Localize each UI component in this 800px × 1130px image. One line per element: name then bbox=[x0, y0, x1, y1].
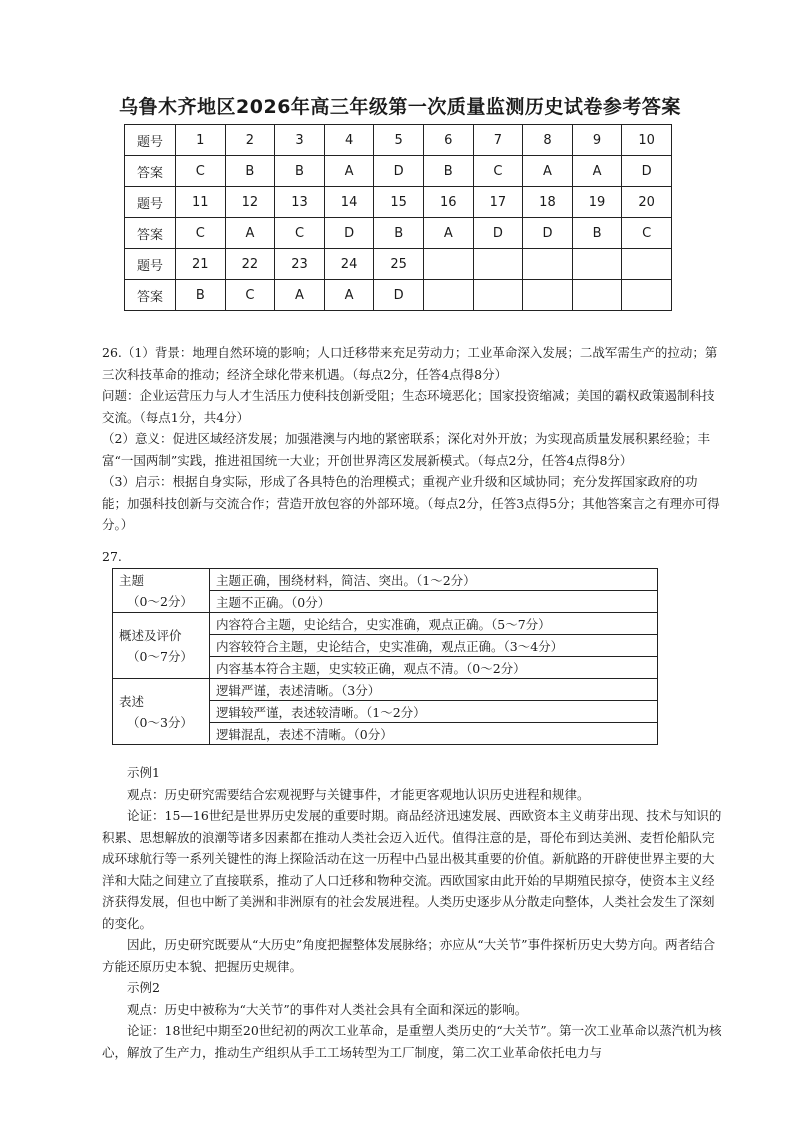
question-number-row bbox=[125, 187, 672, 218]
question-number-cell: 3 bbox=[275, 125, 325, 156]
q26-part1-problems: 问题：企业运营压力与人才生活压力使科技创新受阻；生态环境恶化；国家投资缩减；美国的霸权政策遏制科技交流。（每点1分，共4分） bbox=[102, 388, 715, 425]
question-number-cell bbox=[572, 249, 622, 280]
question-number-cell: 2 bbox=[225, 125, 275, 156]
answer-cell bbox=[622, 280, 672, 311]
answer-cell: C bbox=[225, 280, 275, 311]
question-number-cell: 9 bbox=[572, 125, 622, 156]
answer-cell bbox=[523, 280, 573, 311]
rubric-criterion: 逻辑较严谨，表述较清晰。（1～2分） bbox=[210, 701, 658, 723]
answer-cell: B bbox=[572, 218, 622, 249]
answer-cell: B bbox=[225, 156, 275, 187]
answer-label: 答案 bbox=[125, 156, 176, 187]
answer-cell: C bbox=[176, 156, 226, 187]
question-number-label: 题号 bbox=[125, 125, 176, 156]
question-number-cell: 5 bbox=[374, 125, 424, 156]
answer-cell: C bbox=[176, 218, 226, 249]
example2-argument: 论证：18世纪中期至20世纪初的两次工业革命，是重塑人类历史的“大关节”。第一次工业革命以蒸汽机为核心，解放了生产力，推动生产组织从手工工场转型为工厂制度，第二次工业革命依托电力与 bbox=[102, 1023, 722, 1060]
question-number-cell: 24 bbox=[324, 249, 374, 280]
answer-label: 答案 bbox=[125, 218, 176, 249]
page-title: 乌鲁木齐地区2026年高三年级第一次质量监测历史试卷参考答案 bbox=[119, 96, 681, 118]
rubric-category-name: 主题 bbox=[119, 572, 145, 588]
answer-cell: B bbox=[374, 218, 424, 249]
q27-examples bbox=[102, 762, 722, 1063]
question-number-cell bbox=[622, 249, 672, 280]
question-number-row bbox=[125, 125, 672, 156]
example1-label: 示例1 bbox=[127, 765, 160, 780]
q26-part1-background: 26.（1）背景：地理自然环境的影响；人口迁移带来充足劳动力；工业革命深入发展；二战军需生产的拉动；第三次科技革命的推动；经济全球化带来机遇。（每点2分，任答4点得8分） bbox=[102, 345, 718, 382]
answer-cell bbox=[572, 280, 622, 311]
rubric-category bbox=[113, 569, 210, 613]
answer-cell: A bbox=[523, 156, 573, 187]
answer-row bbox=[125, 280, 672, 311]
answer-cell: A bbox=[324, 156, 374, 187]
answer-cell: A bbox=[423, 218, 473, 249]
example1-argument: 论证：15—16世纪是世界历史发展的重要时期。商品经济迅速发展、西欧资本主义萌芽出现、技术与知识的积累、思想解放的浪潮等诸多因素都在推动人类社会迈入近代。值得注意的是，哥伦布到达美洲、麦哲伦船队完成环球航行等一系列关键性的海上探险活动在这一历程中凸显出极其重要的价值。新航路的开辟使世界主要的大洋和大陆之间建立了直接联系，推动了人口迁移和物种交流。西欧国家由此开始的早期殖民掠夺，使资本主义经济获得发展，但也中断了美洲和非洲原有的社会发展进程。人类历史逐步从分散走向整体，人类社会发生了深刻的变化。 bbox=[102, 808, 722, 931]
question-number-cell bbox=[423, 249, 473, 280]
question-number-label: 题号 bbox=[125, 187, 176, 218]
answer-cell: A bbox=[572, 156, 622, 187]
question-number-cell: 19 bbox=[572, 187, 622, 218]
rubric-criterion: 主题不正确。（0分） bbox=[210, 591, 658, 613]
rubric-category-range: （0～2分） bbox=[127, 593, 193, 609]
question-number-cell: 15 bbox=[374, 187, 424, 218]
question-number-cell: 7 bbox=[473, 125, 523, 156]
answer-cell bbox=[473, 280, 523, 311]
question-number-cell: 11 bbox=[176, 187, 226, 218]
question-number-cell: 13 bbox=[275, 187, 325, 218]
answer-cell: D bbox=[374, 280, 424, 311]
example1-view: 观点：历史研究需要结合宏观视野与关键事件，才能更客观地认识历史进程和规律。 bbox=[127, 786, 590, 802]
answer-row bbox=[125, 156, 672, 187]
question-number-label: 题号 bbox=[125, 249, 176, 280]
question-number-cell: 14 bbox=[324, 187, 374, 218]
answer-cell: A bbox=[324, 280, 374, 311]
answer-cell: D bbox=[622, 156, 672, 187]
example2-label: 示例2 bbox=[127, 980, 160, 995]
question-number-cell: 8 bbox=[523, 125, 573, 156]
rubric-row bbox=[113, 613, 658, 635]
rubric-category-name: 概述及评价 bbox=[119, 627, 182, 643]
rubric-row bbox=[113, 679, 658, 701]
question-number-cell: 22 bbox=[225, 249, 275, 280]
answer-cell: B bbox=[275, 156, 325, 187]
answer-cell: B bbox=[176, 280, 226, 311]
rubric-row bbox=[113, 569, 658, 591]
q26-part3-inspiration: （3）启示：根据自身实际，形成了各具特色的治理模式；重视产业升级和区域协同；充分发挥国家政府的功能；加强科技创新与交流合作；营造开放包容的外部环境。（每点2分，任答3点得5分；其他答案言之有理亦可得分。） bbox=[102, 474, 720, 532]
question-number-cell: 20 bbox=[622, 187, 672, 218]
question-number-cell: 12 bbox=[225, 187, 275, 218]
example1-conclusion: 因此，历史研究既要从“大历史”角度把握整体发展脉络；亦应从“大关节”事件探析历史大势方向。两者结合方能还原历史本貌、把握历史规律。 bbox=[102, 937, 716, 974]
answer-cell: D bbox=[374, 156, 424, 187]
rubric-category bbox=[113, 613, 210, 679]
answer-cell: A bbox=[275, 280, 325, 311]
rubric-criterion: 逻辑混乱，表述不清晰。（0分） bbox=[210, 723, 658, 745]
rubric-category-name: 表述 bbox=[119, 693, 145, 709]
question-number-cell: 1 bbox=[176, 125, 226, 156]
question-number-cell: 6 bbox=[423, 125, 473, 156]
rubric-category-range: （0～7分） bbox=[127, 648, 193, 664]
q26-answer bbox=[102, 342, 722, 536]
rubric-criterion: 主题正确，围绕材料，简洁、突出。（1～2分） bbox=[210, 569, 658, 591]
scoring-rubric-table bbox=[112, 568, 658, 745]
question-number-cell: 18 bbox=[523, 187, 573, 218]
rubric-criterion: 逻辑严谨，表述清晰。（3分） bbox=[210, 679, 658, 701]
rubric-criterion: 内容较符合主题，史论结合，史实准确，观点正确。（3～4分） bbox=[210, 635, 658, 657]
q27-number: 27. bbox=[102, 549, 122, 564]
answer-row bbox=[125, 218, 672, 249]
answer-cell bbox=[423, 280, 473, 311]
question-number-cell bbox=[523, 249, 573, 280]
answer-cell: D bbox=[324, 218, 374, 249]
answer-table bbox=[124, 124, 672, 311]
rubric-category-range: （0～3分） bbox=[127, 714, 193, 730]
question-number-cell: 23 bbox=[275, 249, 325, 280]
answer-label: 答案 bbox=[125, 280, 176, 311]
answer-cell: A bbox=[225, 218, 275, 249]
rubric-category bbox=[113, 679, 210, 745]
question-number-cell: 10 bbox=[622, 125, 672, 156]
answer-cell: C bbox=[473, 156, 523, 187]
question-number-cell: 16 bbox=[423, 187, 473, 218]
answer-cell: B bbox=[423, 156, 473, 187]
answer-cell: D bbox=[473, 218, 523, 249]
question-number-row bbox=[125, 249, 672, 280]
question-number-cell bbox=[473, 249, 523, 280]
rubric-criterion: 内容基本符合主题，史实较正确，观点不清。（0～2分） bbox=[210, 657, 658, 679]
answer-cell: D bbox=[523, 218, 573, 249]
question-number-cell: 17 bbox=[473, 187, 523, 218]
rubric-criterion: 内容符合主题，史论结合，史实准确，观点正确。（5～7分） bbox=[210, 613, 658, 635]
question-number-cell: 4 bbox=[324, 125, 374, 156]
answer-cell: C bbox=[622, 218, 672, 249]
answer-cell: C bbox=[275, 218, 325, 249]
question-number-cell: 25 bbox=[374, 249, 424, 280]
q26-part2-significance: （2）意义：促进区域经济发展；加强港澳与内地的紧密联系；深化对外开放；为实现高质量发展积累经验；丰富“一国两制”实践，推进祖国统一大业；开创世界湾区发展新模式。（每点2分，任答4点得8分） bbox=[102, 431, 710, 468]
question-number-cell: 21 bbox=[176, 249, 226, 280]
example2-view: 观点：历史中被称为“大关节”的事件对人类社会具有全面和深远的影响。 bbox=[127, 1001, 528, 1017]
